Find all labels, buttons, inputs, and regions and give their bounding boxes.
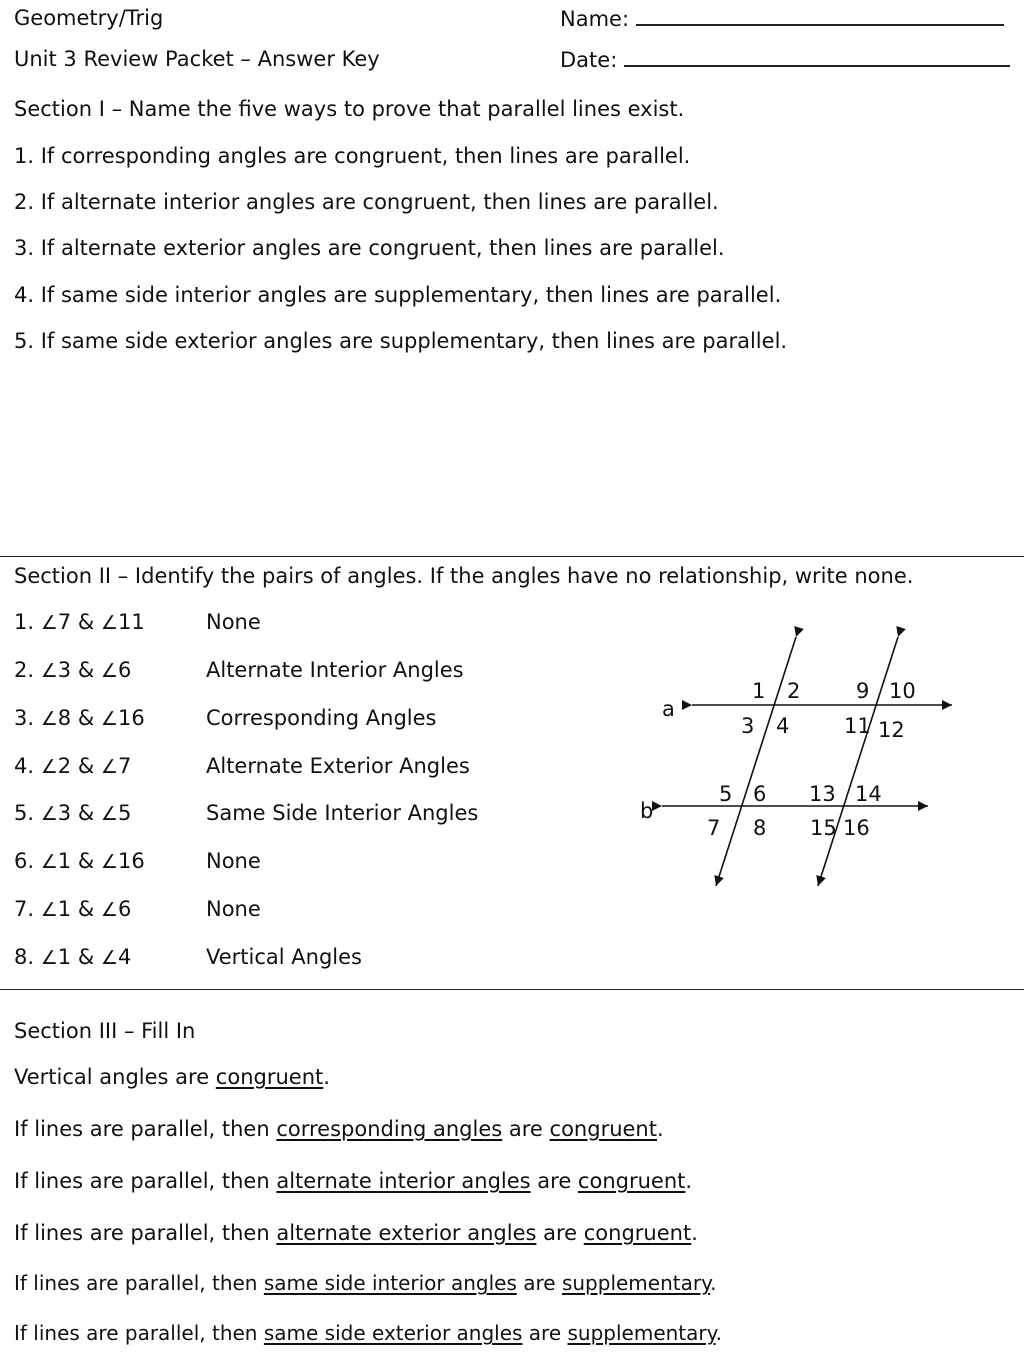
answer-blank: congruent <box>215 1065 324 1089</box>
angle-icon: ∠ <box>40 803 58 825</box>
section1-item: 4. If same side interior angles are supplementary, then lines are parallel. <box>14 283 782 307</box>
angle-b: 7 <box>117 754 132 778</box>
statement-text: Vertical angles are <box>14 1065 216 1089</box>
angle-icon: ∠ <box>40 708 58 730</box>
pair-answer: Vertical Angles <box>206 945 362 969</box>
pair-answer: None <box>206 849 261 873</box>
statement-text: If lines are parallel, then <box>14 1117 277 1141</box>
line-a-label: a <box>662 697 675 721</box>
angle-icon: ∠ <box>100 803 118 825</box>
ampersand: & <box>77 849 95 873</box>
line-b-label: b <box>640 799 654 823</box>
angle-b: 4 <box>117 945 132 969</box>
pair-answer: None <box>206 897 261 921</box>
angle-b: 6 <box>117 658 132 682</box>
divider <box>0 989 1024 990</box>
pair-number: 5. <box>14 801 35 825</box>
answer-blank: congruent <box>549 1117 657 1141</box>
angle-a: 1 <box>57 945 72 969</box>
fill-in-statement <box>14 1117 664 1142</box>
angle-icon: ∠ <box>100 756 118 778</box>
angle-label-5: 5 <box>719 782 733 806</box>
page-title: Unit 3 Review Packet – Answer Key <box>14 47 380 71</box>
angle-icon: ∠ <box>100 660 118 682</box>
section1-item: 1. If corresponding angles are congruent, then lines are parallel. <box>14 144 691 168</box>
angle-icon: ∠ <box>100 851 118 873</box>
angle-a: 2 <box>57 754 72 778</box>
pair-number: 6. <box>14 849 35 873</box>
statement-text: . <box>685 1169 693 1193</box>
divider <box>0 556 1024 557</box>
statement-text: If lines are parallel, then <box>14 1169 277 1193</box>
angle-label-4: 4 <box>776 714 790 738</box>
section1-item: 2. If alternate interior angles are congruent, then lines are parallel. <box>14 190 719 214</box>
angle-label-6: 6 <box>753 782 767 806</box>
pair-answer: None <box>206 610 261 634</box>
angle-icon: ∠ <box>40 756 58 778</box>
statement-text: are <box>522 1321 568 1345</box>
angle-pair-row <box>14 610 614 635</box>
answer-blank: same side interior angles <box>263 1271 517 1295</box>
angle-label-9: 9 <box>856 679 870 703</box>
answer-blank: alternate interior angles <box>276 1169 531 1193</box>
ampersand: & <box>77 706 95 730</box>
pair-answer: Same Side Interior Angles <box>206 801 479 825</box>
angle-b: 11 <box>117 610 145 634</box>
angle-b: 16 <box>117 706 145 730</box>
statement-text: . <box>656 1117 664 1141</box>
angle-a: 7 <box>57 610 72 634</box>
angle-pair-row <box>14 849 614 874</box>
angle-a: 1 <box>57 849 72 873</box>
section1-item: 5. If same side exterior angles are supplementary, then lines are parallel. <box>14 329 788 353</box>
statement-text: . <box>710 1271 717 1295</box>
parallel-lines-diagram <box>620 620 980 900</box>
angle-icon: ∠ <box>40 612 58 634</box>
statement-text: are <box>502 1117 550 1141</box>
angle-a: 3 <box>57 801 72 825</box>
statement-text: If lines are parallel, then <box>14 1271 264 1295</box>
statement-text: are <box>536 1221 584 1245</box>
statement-text: . <box>323 1065 330 1089</box>
name-blank[interactable] <box>636 6 1004 26</box>
pair-answer: Corresponding Angles <box>206 706 437 730</box>
section1-item: 3. If alternate exterior angles are congruent, then lines are parallel. <box>14 236 725 260</box>
ampersand: & <box>77 801 95 825</box>
angle-pair-row <box>14 801 614 826</box>
vertical-statement <box>14 1065 330 1090</box>
answer-blank: supplementary <box>567 1321 716 1345</box>
name-field[interactable] <box>560 6 1004 32</box>
angle-icon: ∠ <box>40 899 58 921</box>
ampersand: & <box>77 658 95 682</box>
pair-number: 2. <box>14 658 35 682</box>
angle-label-13: 13 <box>809 782 836 806</box>
angle-icon: ∠ <box>100 708 118 730</box>
statement-text: . <box>715 1321 722 1345</box>
fill-in-statement <box>14 1221 698 1246</box>
angle-label-8: 8 <box>753 816 767 840</box>
angle-b: 5 <box>117 801 132 825</box>
answer-blank: supplementary <box>561 1271 711 1295</box>
angle-label-1: 1 <box>752 679 766 703</box>
angle-a: 8 <box>57 706 72 730</box>
date-field[interactable] <box>560 47 1010 73</box>
statement-text: are <box>530 1169 578 1193</box>
ampersand: & <box>77 610 95 634</box>
angle-label-15: 15 <box>810 816 837 840</box>
section1-heading: Section I – Name the five ways to prove that parallel lines exist. <box>14 97 685 121</box>
fill-in-statement <box>14 1271 716 1295</box>
angle-label-10: 10 <box>889 679 916 703</box>
angle-icon: ∠ <box>100 947 118 969</box>
angle-label-2: 2 <box>787 679 801 703</box>
answer-blank: corresponding angles <box>276 1117 503 1141</box>
date-label: Date: <box>560 48 618 72</box>
angle-a: 3 <box>57 658 72 682</box>
statement-text: If lines are parallel, then <box>14 1321 264 1345</box>
angle-icon: ∠ <box>40 660 58 682</box>
angle-pair-row <box>14 754 614 779</box>
angle-icon: ∠ <box>100 612 118 634</box>
angle-pair-row <box>14 706 614 731</box>
angle-label-7: 7 <box>707 816 721 840</box>
pair-number: 8. <box>14 945 35 969</box>
angle-icon: ∠ <box>40 947 58 969</box>
answer-blank: congruent <box>583 1221 692 1245</box>
angle-b: 6 <box>117 897 132 921</box>
pair-number: 1. <box>14 610 35 634</box>
ampersand: & <box>77 945 95 969</box>
angle-label-16: 16 <box>843 816 870 840</box>
answer-blank: same side exterior angles <box>263 1321 523 1345</box>
section3-heading: Section III – Fill In <box>14 1019 196 1043</box>
ampersand: & <box>77 754 95 778</box>
angle-icon: ∠ <box>40 851 58 873</box>
angle-pair-row <box>14 897 614 922</box>
transversal-1 <box>716 637 796 886</box>
ampersand: & <box>77 897 95 921</box>
transversal-2 <box>818 637 898 886</box>
fill-in-statement <box>14 1169 692 1194</box>
angle-label-3: 3 <box>741 714 755 738</box>
section2-heading: Section II – Identify the pairs of angles. If the angles have no relationship, write none. <box>14 564 914 588</box>
course-label: Geometry/Trig <box>14 6 164 30</box>
name-label: Name: <box>560 7 630 31</box>
pair-number: 4. <box>14 754 35 778</box>
angle-label-12: 12 <box>878 718 905 742</box>
angle-pair-row <box>14 658 614 683</box>
angle-b: 16 <box>117 849 145 873</box>
answer-blank: alternate exterior angles <box>276 1221 537 1245</box>
pair-number: 7. <box>14 897 35 921</box>
answer-blank: congruent <box>577 1169 686 1193</box>
angle-a: 1 <box>57 897 72 921</box>
angle-label-11: 11 <box>844 714 871 738</box>
pair-number: 3. <box>14 706 35 730</box>
pair-answer: Alternate Interior Angles <box>206 658 464 682</box>
angle-icon: ∠ <box>100 899 118 921</box>
statement-text: . <box>691 1221 698 1245</box>
statement-text: are <box>516 1271 562 1295</box>
angle-pair-row <box>14 945 614 970</box>
fill-in-statement <box>14 1321 722 1345</box>
date-blank[interactable] <box>624 47 1010 67</box>
pair-answer: Alternate Exterior Angles <box>206 754 470 778</box>
statement-text: If lines are parallel, then <box>14 1221 277 1245</box>
angle-label-14: 14 <box>855 782 882 806</box>
